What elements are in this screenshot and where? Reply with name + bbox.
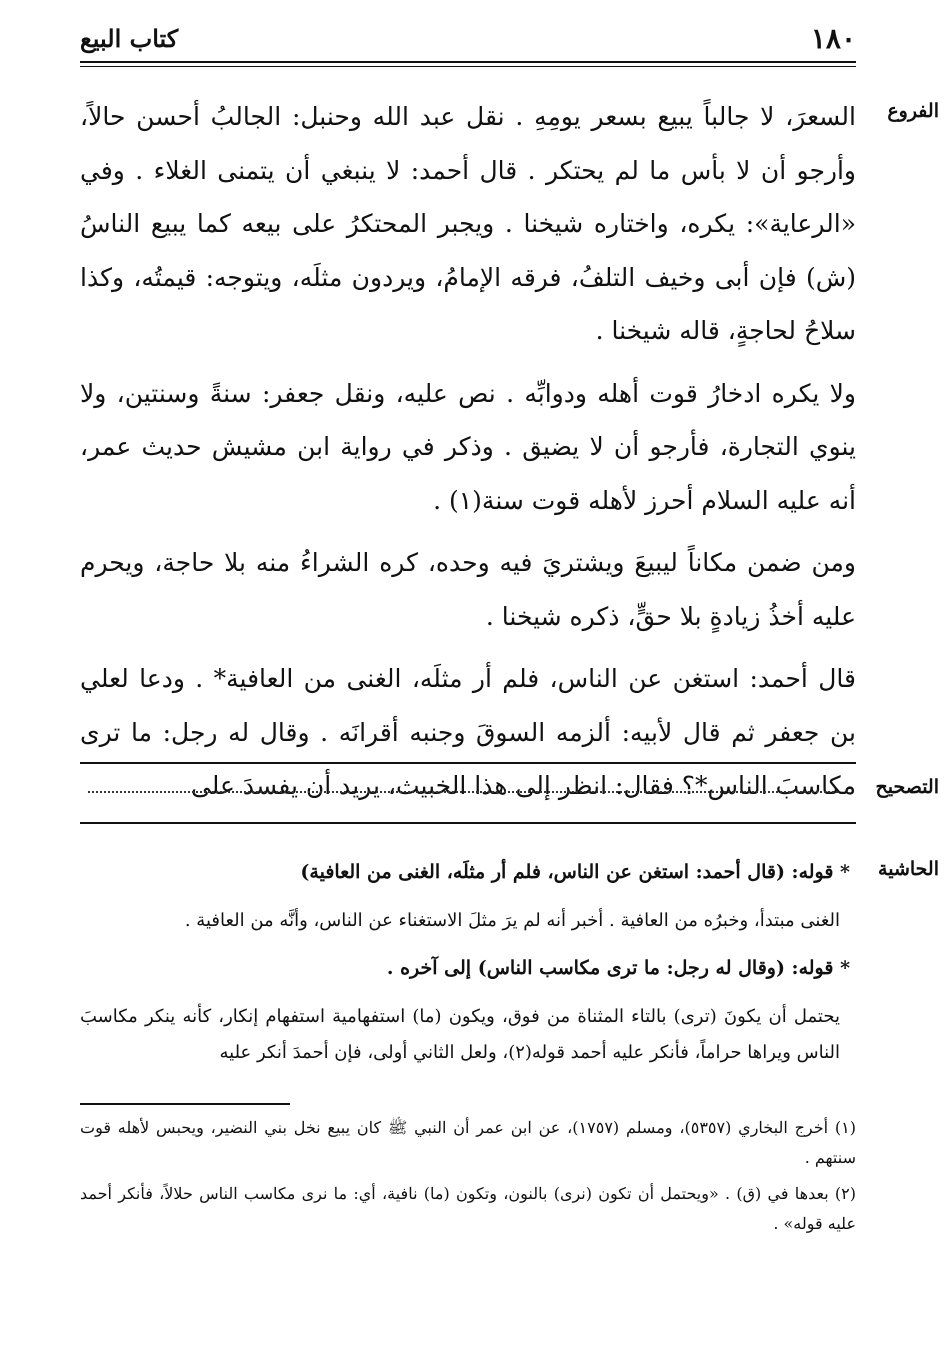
- margin-label-tashih: التصحيح: [875, 776, 939, 798]
- hashiya-block: [80, 855, 850, 1083]
- margin-label-hashiya: الحاشية: [878, 858, 939, 880]
- main-text-block: [80, 90, 856, 813]
- hashiya-quote: * قوله: (قال أحمد: استغن عن الناس، فلم أر مثلَه، الغنى من العافية): [300, 861, 850, 883]
- section-rule: [80, 762, 856, 764]
- footnotes-block: [80, 1113, 856, 1245]
- header-rule-thin: [80, 66, 856, 67]
- header-rule: [80, 61, 856, 63]
- main-paragraph: قال أحمد: استغن عن الناس، فلم أر مثلَه، الغنى من العافية* . ودعا لعلي بن جعفر ثم قال لأبيه: ألزمه السوقَ وجنبه أقرانَه . وقال له رجل: ما ترى مكاسبَ الناس*؟ فقال: انظر إلى هذا الخبيث، يريد أن يفسدَ على: [80, 664, 856, 800]
- book-title: كتاب البيع: [80, 24, 179, 53]
- footnote: (١) أخرج البخاري (٥٣٥٧)، ومسلم (١٧٥٧)، عن ابن عمر أن النبي ﷺ كان يبيع نخل بني النضير، ويحبس لأهله قوت سنتهم .: [80, 1118, 856, 1167]
- main-paragraph: ولا يكره ادخارُ قوت أهله ودوابِّه . نص عليه، ونقل جعفر: سنةً وسنتين، ولا ينوي التجارة، فأرجو أن لا يضيق . وذكر في رواية ابن مشيش حديث عمر، أنه عليه السلام أحرز لأهله قوت سنة(١) .: [80, 378, 856, 515]
- footnote-rule: [80, 1103, 290, 1105]
- margin-label-furu: الفروع: [887, 100, 939, 122]
- main-paragraph: السعرَ، لا جالباً يبيع بسعر يومِهِ . نقل عبد الله وحنبل: الجالبُ أحسن حالاً، وأرجو أن لا بأس ما لم يحتكر . قال أحمد: لا ينبغي أن يتمنى الغلاء . وفي «الرعاية»: يكره، واختاره شيخنا . ويجبر المحتكرُ على بيعه كما يبيع الناسُ (ش) فإن أبى وخيف التلفُ، فرقه الإمامُ، ويردون مثلَه، ويتوجه: قيمتُه، وكذا سلاحُ لحاجةٍ، قاله شيخنا .: [80, 102, 856, 345]
- main-paragraph: ومن ضمن مكاناً ليبيعَ ويشتريَ فيه وحده، كره الشراءُ منه بلا حاجة، ويحرم عليه أخذُ زيادةٍ بلا حقٍّ، ذكره شيخنا .: [80, 548, 856, 631]
- section-rule: [80, 822, 856, 824]
- hashiya-comment: يحتمل أن يكونَ (ترى) بالتاء المثناة من فوق، ويكون (ما) استفهامية استفهام إنكار، كأنه ينكر مكاسبَ الناس ويراها حراماً، فأنكر عليه أحمد قوله(٢)، ولعل الثاني أولى، فإن أحمدَ أنكر عليه: [80, 1006, 840, 1063]
- tashih-dotted-line: [88, 790, 838, 793]
- page-number: ١٨٠: [810, 22, 856, 55]
- running-header: [80, 22, 856, 62]
- hashiya-comment: الغنى مبتدأ، وخبرُه من العافية . أخبر أنه لم يرَ مثلَ الاستغناء عن الناس، وأنَّه من العافية .: [184, 910, 840, 931]
- footnote: (٢) بعدها في (ق) . «ويحتمل أن تكون (نرى) بالنون، وتكون (ما) نافية، أي: ما نرى مكاسب الناس حلالاً، فأنكر أحمد عليه قوله» .: [80, 1184, 856, 1233]
- hashiya-quote: * قوله: (وقال له رجل: ما ترى مكاسب الناس) إلى آخره .: [386, 957, 850, 979]
